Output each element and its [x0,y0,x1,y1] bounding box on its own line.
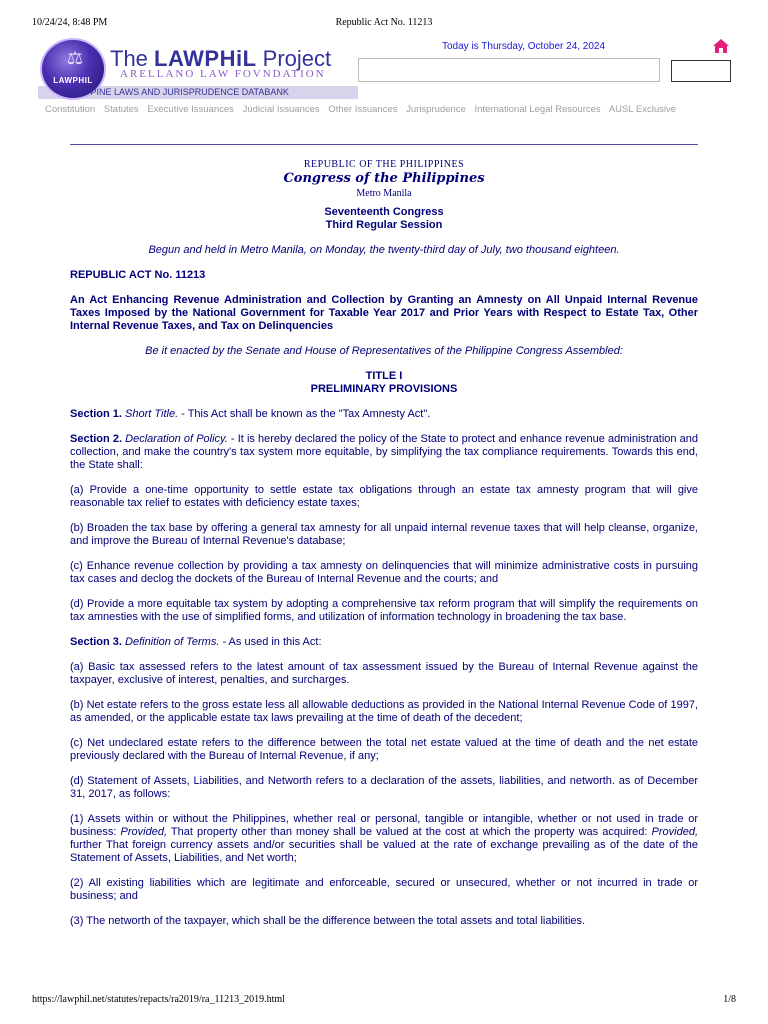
print-footer [32,994,736,1006]
section-2-a: (a) Provide a one-time opportunity to settle estate tax obligations through an estate tax amnesty program that will give reasonable tax relief to estates with deficiency estate taxes; [70,484,698,509]
divider [70,144,698,145]
section-1 [70,408,698,421]
scales-icon: ⚖ [66,48,84,68]
nav-jurisprudence[interactable]: Jurisprudence [406,104,466,115]
site-title-prefix: The [110,46,155,71]
site-title-suffix: Project [256,46,332,71]
main-nav [45,104,682,115]
metro-heading: Metro Manila [356,188,412,199]
section-2-text: - It is hereby declared the policy of the State to protect and enhance revenue administration and collection, and make the country's tax system more equitable, by simplifying the tax compliance requirements. Towards this end, the State shall: [70,433,698,471]
section-3-d-1 [70,813,698,865]
session-heading: Third Regular Session [325,219,443,231]
search-input[interactable] [358,58,660,82]
section-3-label: Section 3. [70,636,122,648]
home-icon[interactable] [712,38,730,54]
section-3-d-1-a: (1) Assets within or without the Philippines, whether real or personal, tangible or intangible, whether or not used in trade or business: [70,813,698,838]
site-title-brand: LAWPHiL [154,46,257,71]
section-2-label: Section 2. [70,433,123,445]
title-i-name: PRELIMINARY PROVISIONS [310,383,458,395]
provided-1: Provided, [120,826,168,838]
section-3-text: - As used in this Act: [219,636,322,648]
logo-text: LAWPHIL [53,76,93,85]
nav-international-legal-resources[interactable]: International Legal Resources [474,104,601,115]
print-datetime: 10/24/24, 8:48 PM [32,17,108,28]
section-3-a: (a) Basic tax assessed refers to the latest amount of tax assessment issued by the Bureau of Internal Revenue against the taxpayer, exclusive of interest, penalties, and surcharges. [70,661,698,686]
section-2-c: (c) Enhance revenue collection by providing a tax amnesty on delinquencies that will minimize administrative costs in pursuing tax cases and declog the dockets of the Bureau of Internal Revenue and the courts; and [70,560,698,585]
section-3-d-3: (3) The networth of the taxpayer, which shall be the difference between the total assets and total liabilities. [70,915,586,927]
section-3-d-2: (2) All existing liabilities which are legitimate and enforceable, secured or unsecured, whether or not incurred in trade or business; and [70,877,698,902]
title-i: TITLE I [365,370,403,382]
print-header [32,17,736,29]
document-body [70,158,698,928]
nav-ausl-exclusive[interactable]: AUSL Exclusive [608,104,677,115]
section-2-b: (b) Broaden the tax base by offering a general tax amnesty for all unpaid internal revenue taxes that will help cleanse, organize, and improve the Bureau of Internal Revenue's database; [70,522,698,547]
enacting-clause: Be it enacted by the Senate and House of Representatives of the Philippine Congress Assembled: [145,345,623,357]
databank-label: PHILIPPINE LAWS AND JURISPRUDENCE DATABANK [62,87,289,97]
print-url: https://lawphil.net/statutes/repacts/ra2019/ra_11213_2019.html [32,994,285,1005]
section-2-title: Declaration of Policy. [125,433,228,445]
section-1-text: - This Act shall be known as the "Tax Amnesty Act". [178,408,431,420]
congress-number: Seventeenth Congress [324,206,444,218]
nav-executive-issuances[interactable]: Executive Issuances [147,104,234,115]
section-1-title: Short Title. [125,408,179,420]
today-date: Today is Thursday, October 24, 2024 [442,41,606,52]
nav-constitution[interactable]: Constitution [45,104,96,115]
provided-2: Provided, [651,826,699,838]
act-title: An Act Enhancing Revenue Administration and Collection by Granting an Amnesty on All Unpaid Internal Revenue Taxes Imposed by the National Government for Taxable Year 2017 and Prior Years with Respect to Estate Tax, Other Internal Revenue Taxes, and Tax on Delinquencies [70,294,698,332]
section-1-label: Section 1. [70,408,122,420]
section-2 [70,433,698,472]
begun-text: Begun and held in Metro Manila, on Monday, the twenty-third day of July, two thousand eighteen. [148,244,620,256]
act-number: REPUBLIC ACT No. 11213 [70,269,206,281]
section-3-d: (d) Statement of Assets, Liabilities, and Networth refers to a declaration of the assets, liabilities, and networth. as of December 31, 2017, as follows: [70,775,698,800]
congress-heading: Congress of the Philippines [283,171,485,186]
republic-heading: REPUBLIC OF THE PHILIPPINES [303,159,465,170]
section-3-b: (b) Net estate refers to the gross estate less all allowable deductions as provided in the National Internal Revenue Code of 1997, as amended, or the applicable estate tax laws prevailing at the time of death of the decedent; [70,699,698,724]
nav-statutes[interactable]: Statutes [103,104,139,115]
section-3-d-1-b: That property other than money shall be valued at the cost at which the property was acquired: [167,826,652,838]
section-3 [70,636,698,649]
print-title: Republic Act No. 11213 [335,17,433,28]
section-3-d-1-c: further That foreign currency assets and/or securities shall be valued at the rate of exchange prevailing as of the date of the Statement of Assets, Liabilities, and Net worth; [70,839,698,864]
section-3-c: (c) Net undeclared estate refers to the difference between the total net estate valued at the time of death and the net estate previously declared with the Bureau of Internal Revenue, if any; [70,737,698,762]
site-subtitle: ARELLANO LAW FOVNDATION [120,68,326,80]
search-button[interactable] [671,60,731,82]
section-3-title: Definition of Terms. [125,636,220,648]
nav-other-issuances[interactable]: Other Issuances [328,104,398,115]
print-page-number: 1/8 [723,994,736,1005]
nav-judicial-issuances[interactable]: Judicial Issuances [242,104,320,115]
section-2-d: (d) Provide a more equitable tax system by adopting a comprehensive tax reform program that will simplify the requirements on tax amnesties with the use of simplified forms, and utilization of information technology in broadening the tax base. [70,598,698,623]
